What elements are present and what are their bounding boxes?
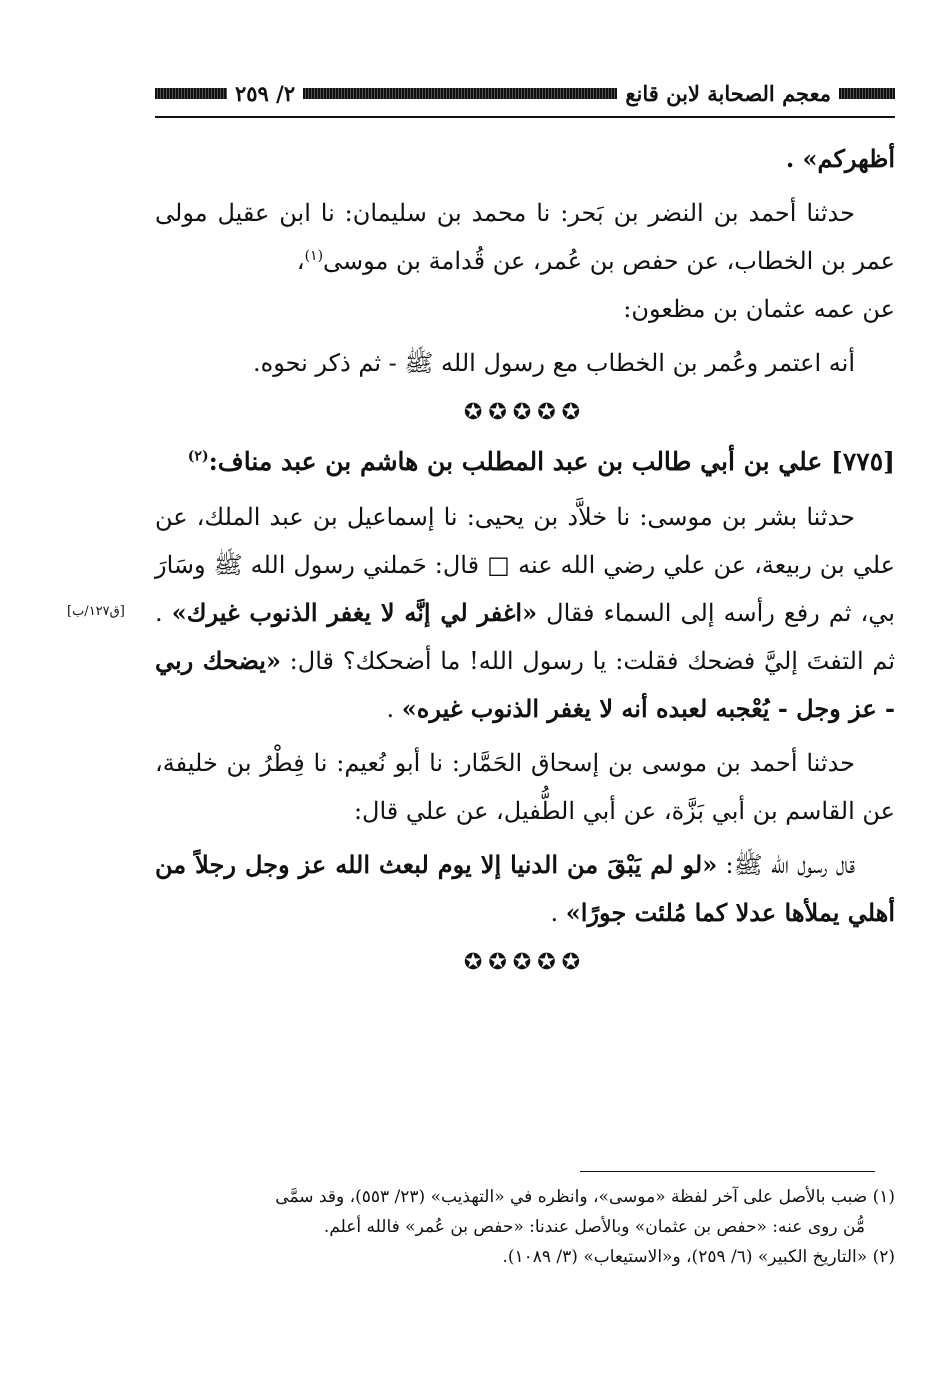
footnote-1: (١) ضبب بالأصل على آخر لفظة «موسى»، وانظره في «التهذيب» (٢٣/ ٥٥٣)، وقد سمَّى (275, 1187, 895, 1207)
main-text (155, 135, 895, 987)
prophet-quote: «اغفر لي إنَّه لا يغفر الذنوب غيرك» (171, 598, 538, 627)
running-header (155, 70, 895, 116)
entry-title: [٧٧٥] علي بن أبي طالب بن عبد المطلب بن هاشم بن عبد مناف: (208, 447, 895, 476)
hadith-paragraph-2 (155, 841, 895, 937)
prophet-quote: «لو لم يَبْقَ من الدنيا إلا يوم لبعث الله عز وجل رجلاً من أهلي يملأها عدلا كما مُلئت جورًا» (155, 850, 895, 927)
section-divider-stars: ✪✪✪✪✪ (463, 950, 587, 975)
page-number: ٢/ ٢٥٩ (235, 80, 296, 106)
entry-heading (155, 437, 895, 487)
hadith-chain-paragraph (155, 189, 895, 285)
narration-text: . ثم التفتَ إليَّ فضحك فقلت: يا رسول الله! ما أضحكك؟ قال: (155, 599, 895, 675)
header-ornament-right (839, 88, 895, 99)
footnote-rule (580, 1171, 875, 1172)
hadith-text: أنه اعتمر وعُمر بن الخطاب مع رسول الله ﷺ - ثم ذكر نحوه. (253, 349, 855, 377)
header-rule (155, 116, 895, 118)
hadith-chain-end: عن عمه عثمان بن مظعون: (623, 295, 895, 323)
punctuation: . (386, 695, 402, 723)
hadith-chain-paragraph-2: حدثنا أحمد بن موسى بن إسحاق الحَمَّار: نا أبو نُعيم: نا فِطْرُ بن خليفة، عن القاسم بن أبي بَزَّة، عن أبي الطُّفيل، عن علي قال: (155, 749, 895, 825)
header-ornament-left (155, 88, 227, 99)
punctuation: ، (296, 247, 305, 275)
footnote-ref-1: (١) (304, 248, 324, 264)
section-divider-stars: ✪✪✪✪✪ (463, 400, 587, 425)
footnote-2: (٢) «التاريخ الكبير» (٦/ ٢٥٩)، و«الاستيعاب» (٣/ ١٠٨٩). (502, 1247, 895, 1267)
footnote-ref-2: (٢) (187, 448, 209, 465)
footnotes (155, 1182, 895, 1272)
hadith-paragraph-1 (155, 493, 895, 733)
header-ornament-middle (303, 88, 617, 99)
punctuation: . (550, 899, 566, 927)
prophet-quote: «يضحك ربي - عز وجل - يُعْجبه لعبده أنه لا يغفر الذنوب غيره» (155, 646, 895, 723)
header-title: معجم الصحابة لابن قانع (625, 80, 831, 106)
hadith-chain-text: حدثنا أحمد بن النضر بن بَحر: نا محمد بن سليمان: نا ابن عقيل مولى عمر بن الخطاب، عن حفص بن عُمر، عن قُدامة بن موسى (155, 199, 895, 275)
paragraph-continuation: أظهركم» . (785, 144, 895, 173)
narration-text: قال رسول الله ﷺ: (717, 851, 855, 879)
footnote-1-continuation: مُّن روى عنه: «حفص بن عثمان» وبالأصل عندنا: «حفص بن عُمر» فالله أعلم. (323, 1217, 865, 1237)
narration-text: حدثنا بشر بن موسى: نا خلاَّد بن يحيى: نا إسماعيل بن عبد الملك، عن علي بن ربيعة، عن علي رضي الله عنه □ قال: حَملني رسول الله ﷺ وسَارَ بي، ثم رفع رأسه إلى السماء فقال (155, 503, 895, 627)
manuscript-folio-note: [ق١٢٧/ب] (67, 604, 125, 619)
